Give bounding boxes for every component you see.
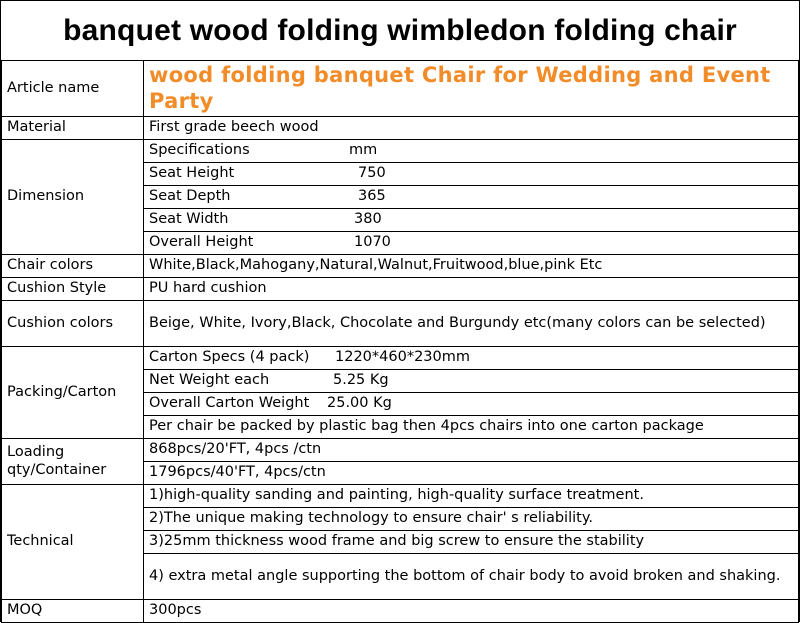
packing-value: 5.25 Kg [333,372,389,388]
row-dimension [2,139,799,162]
row-material [2,116,799,139]
label-moq: MOQ [2,599,144,622]
row-article [2,61,799,116]
label-loading: Loading qty/Container [2,438,144,484]
technical-item: 4) extra metal angle supporting the bottom of chair body to avoid broken and shaking. [144,553,799,599]
label-material: Material [2,116,144,139]
label-technical: Technical [2,484,144,599]
packing-key: Net Weight each [149,372,270,388]
dimension-item [144,139,799,162]
dimension-value: 1070 [354,234,391,250]
dimension-key: Seat Depth [149,188,231,204]
dimension-key: Overall Height [149,234,254,250]
row-chair-colors [2,254,799,277]
packing-key: Carton Specs (4 pack) [149,349,310,365]
dimension-value: 750 [358,165,386,181]
row-cushion-colors [2,300,799,346]
row-technical [2,484,799,507]
technical-item: 2)The unique making technology to ensure chair' s reliability. [144,507,799,530]
value-cushion-colors: Beige, White, Ivory,Black, Chocolate and Burgundy etc(many colors can be selected) [144,300,799,346]
dimension-item [144,208,799,231]
label-cushion-colors: Cushion colors [2,300,144,346]
value-moq: 300pcs [144,599,799,622]
sheet-title: banquet wood folding wimbledon folding chair [1,0,799,61]
loading-item: 1796pcs/40'FT, 4pcs/ctn [144,461,799,484]
dimension-value: mm [349,142,378,158]
packing-item [144,392,799,415]
row-loading [2,438,799,461]
dimension-key: Seat Width [149,211,229,227]
packing-item [144,346,799,369]
packing-item [144,369,799,392]
packing-value: 1220*460*230mm [335,349,471,365]
dimension-value: 380 [354,211,382,227]
loading-item: 868pcs/20'FT, 4pcs /ctn [144,438,799,461]
technical-item: 3)25mm thickness wood frame and big screw to ensure the stability [144,530,799,553]
label-cushion-style: Cushion Style [2,277,144,300]
dimension-item [144,162,799,185]
label-article: Article name [2,61,144,116]
packing-note: Per chair be packed by plastic bag then 4pcs chairs into one carton package [144,415,799,438]
packing-key: Overall Carton Weight [149,395,310,411]
dimension-item [144,185,799,208]
technical-item: 1)high-quality sanding and painting, high-quality surface treatment. [144,484,799,507]
label-packing: Packing/Carton [2,346,144,438]
spec-table [1,61,799,623]
value-article: wood folding banquet Chair for Wedding and Event Party [144,61,799,116]
dimension-key: Specifications [149,142,250,158]
row-packing [2,346,799,369]
value-material: First grade beech wood [144,116,799,139]
dimension-item [144,231,799,254]
packing-value: 25.00 Kg [327,395,392,411]
row-moq [2,599,799,622]
value-cushion-style: PU hard cushion [144,277,799,300]
dimension-key: Seat Height [149,165,235,181]
label-dimension: Dimension [2,139,144,254]
label-chair-colors: Chair colors [2,254,144,277]
value-chair-colors: White,Black,Mahogany,Natural,Walnut,Fruitwood,blue,pink Etc [144,254,799,277]
dimension-value: 365 [358,188,386,204]
row-cushion-style [2,277,799,300]
